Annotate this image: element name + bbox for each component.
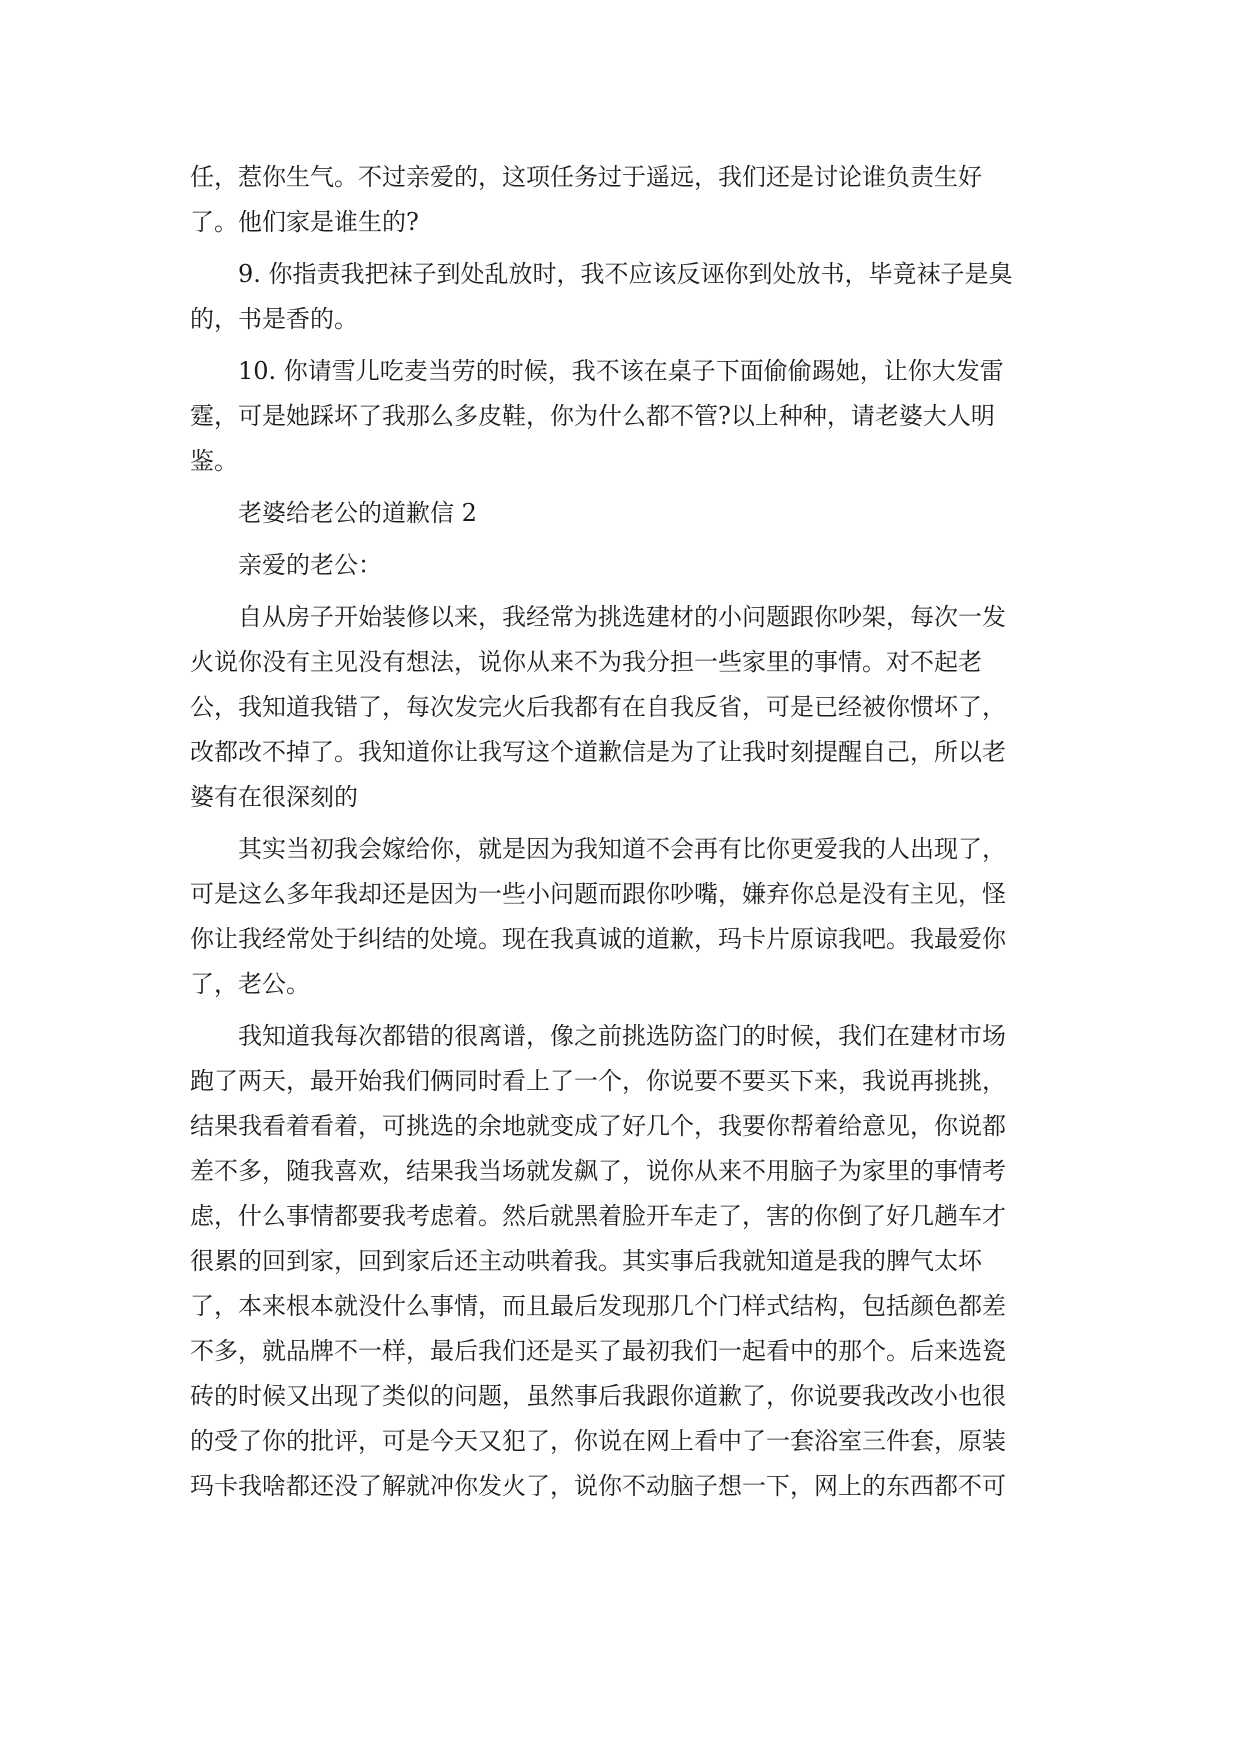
text-line: 虑，什么事情都要我考虑着。然后就黑着脸开车走了，害的你倒了好几趟车才	[190, 1202, 1006, 1230]
text-line: 了，本来根本就没什么事情，而且最后发现那几个门样式结构，包括颜色都差	[190, 1292, 1006, 1320]
text-line: 跑了两天，最开始我们俩同时看上了一个，你说要不要买下来，我说再挑挑，	[190, 1067, 1006, 1095]
text-line: 可是这么多年我却还是因为一些小问题而跟你吵嘴，嫌弃你总是没有主见，怪	[190, 880, 1006, 908]
text-line: 霆，可是她踩坏了我那么多皮鞋，你为什么都不管?以上种种，请老婆大人明	[190, 402, 995, 430]
text-line: 很累的回到家，回到家后还主动哄着我。其实事后我就知道是我的脾气太坏	[190, 1247, 982, 1275]
text-line: 差不多，随我喜欢，结果我当场就发飙了，说你从来不用脑子为家里的事情考	[190, 1157, 1006, 1185]
text-line: 10. 你请雪儿吃麦当劳的时候，我不该在桌子下面偷偷踢她，让你大发雷	[238, 357, 1004, 385]
text-line: 我知道我每次都错的很离谱，像之前挑选防盗门的时候，我们在建材市场	[238, 1022, 1006, 1050]
text-line: 自从房子开始装修以来，我经常为挑选建材的小问题跟你吵架，每次一发	[238, 603, 1006, 631]
text-line: 任，惹你生气。不过亲爱的，这项任务过于遥远，我们还是讨论谁负责生好	[190, 163, 982, 191]
salutation: 亲爱的老公：	[238, 551, 382, 579]
text-line: 公，我知道我错了，每次发完火后我都有在自我反省，可是已经被你惯坏了，	[190, 693, 1006, 721]
text-line: 玛卡我啥都还没了解就冲你发火了，说你不动脑子想一下，网上的东西都不可	[190, 1472, 1006, 1500]
text-line: 不多，就品牌不一样，最后我们还是买了最初我们一起看中的那个。后来选瓷	[190, 1337, 1006, 1365]
text-line: 了，老公。	[190, 970, 310, 998]
text-line: 砖的时候又出现了类似的问题，虽然事后我跟你道歉了，你说要我改改小也很	[190, 1382, 1006, 1410]
text-line: 改都改不掉了。我知道你让我写这个道歉信是为了让我时刻提醒自己，所以老	[190, 738, 1006, 766]
document-body	[190, 155, 1060, 1509]
text-line: 9. 你指责我把袜子到处乱放时，我不应该反诬你到处放书，毕竟袜子是臭	[238, 260, 1013, 288]
text-line: 火说你没有主见没有想法，说你从来不为我分担一些家里的事情。对不起老	[190, 648, 982, 676]
text-line: 婆有在很深刻的	[190, 783, 358, 811]
text-line: 鉴。	[190, 447, 238, 475]
text-line: 你让我经常处于纠结的处境。现在我真诚的道歉，玛卡片原谅我吧。我最爱你	[190, 925, 1006, 953]
text-line: 了。他们家是谁生的?	[190, 208, 419, 236]
section-heading: 老婆给老公的道歉信 2	[238, 499, 477, 527]
text-line: 的受了你的批评，可是今天又犯了，你说在网上看中了一套浴室三件套，原装	[190, 1427, 1006, 1455]
text-line: 的，书是香的。	[190, 305, 358, 333]
text-line: 其实当初我会嫁给你，就是因为我知道不会再有比你更爱我的人出现了，	[238, 835, 1006, 863]
text-line: 结果我看着看着，可挑选的余地就变成了好几个，我要你帮着给意见，你说都	[190, 1112, 1006, 1140]
